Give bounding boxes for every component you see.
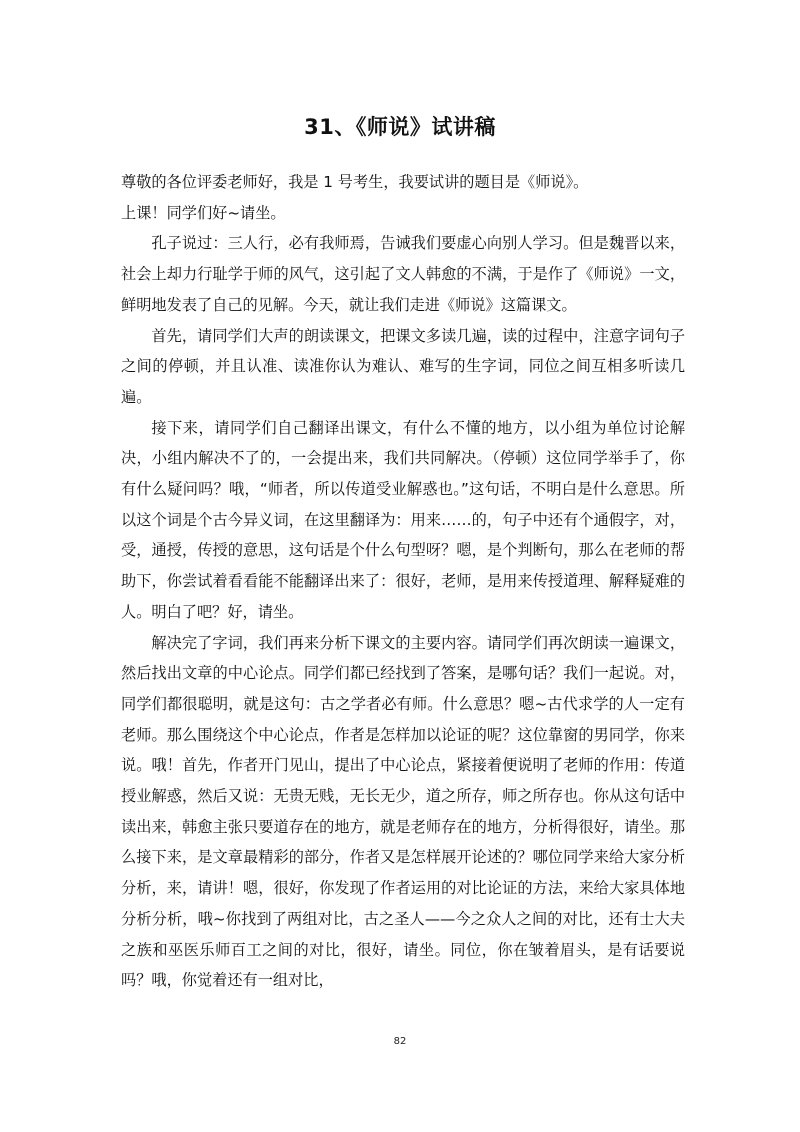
paragraph-analysis: 解决完了字词，我们再来分析下课文的主要内容。请同学们再次朗读一遍课文，然后找出文章的中心论点。同学们都已经找到了答案，是哪句话？我们一起说。对，同学们都很聪明，就是这句：古之学者必有师。什么意思？嗯~古代求学的人一定有老师。那么围绕这个中心论点，作者是怎样加以论证的呢？这位靠窗的男同学，你来说。哦！首先，作者开门见山，提出了中心论点，紧接着便说明了老师的作用：传道授业解惑，然后又说：无贵无贱，无长无少，道之所存，师之所存也。你从这句话中读出来，韩愈主张只要道存在的地方，就是老师存在的地方，分析得很好，请坐。那么接下来，是文章最精彩的部分，作者又是怎样展开论述的？哪位同学来给大家分析分析，来，请讲！嗯，很好，你发现了作者运用的对比论证的方法，来给大家具体地分析分析，哦~你找到了两组对比，古之圣人——今之众人之间的对比，还有士大夫之族和巫医乐师百工之间的对比，很好，请坐。同位，你在皱着眉头，是有话要说吗？哦，你觉着还有一组对比， (121, 633, 685, 990)
document-body (121, 167, 685, 996)
paragraph-class-start: 上课！同学们好~请坐。 (121, 203, 286, 222)
paragraph-greeting: 尊敬的各位评委老师好，我是 1 号考生，我要试讲的题目是《师说》。 (121, 173, 589, 191)
paragraph-introduction: 孔子说过：三人行，必有我师焉，告诫我们要虚心向别人学习。但是魏晋以来，社会上却力行耻学于师的风气，这引起了文人韩愈的不满，于是作了《师说》一文，鲜明地发表了自己的见解。今天，就让我们走进《师说》这篇课文。 (121, 234, 685, 314)
page-number: 82 (393, 1036, 407, 1047)
page-title: 31、《师说》试讲稿 (304, 115, 496, 139)
paragraph-translation: 接下来，请同学们自己翻译出课文，有什么不懂的地方，以小组为单位讨论解决，小组内解决不了的，一会提出来，我们共同解决。（停顿）这位同学举手了，你有什么疑问吗？哦，“师者，所以传道受业解惑也。”这句话，不明白是什么意思。所以这个词是个古今异义词，在这里翻译为：用来……的，句子中还有个通假字，对，受，通授，传授的意思，这句话是个什么句型呀？嗯，是个判断句，那么在老师的帮助下，你尝试着看看能不能翻译出来了：很好，老师，是用来传授道理、解释疑难的人。明白了吧？好，请坐。 (121, 418, 685, 621)
paragraph-reading: 首先，请同学们大声的朗读课文，把课文多读几遍，读的过程中，注意字词句子之间的停顿，并且认准、读准你认为难认、难写的生字词，同位之间互相多听读几遍。 (121, 326, 685, 406)
